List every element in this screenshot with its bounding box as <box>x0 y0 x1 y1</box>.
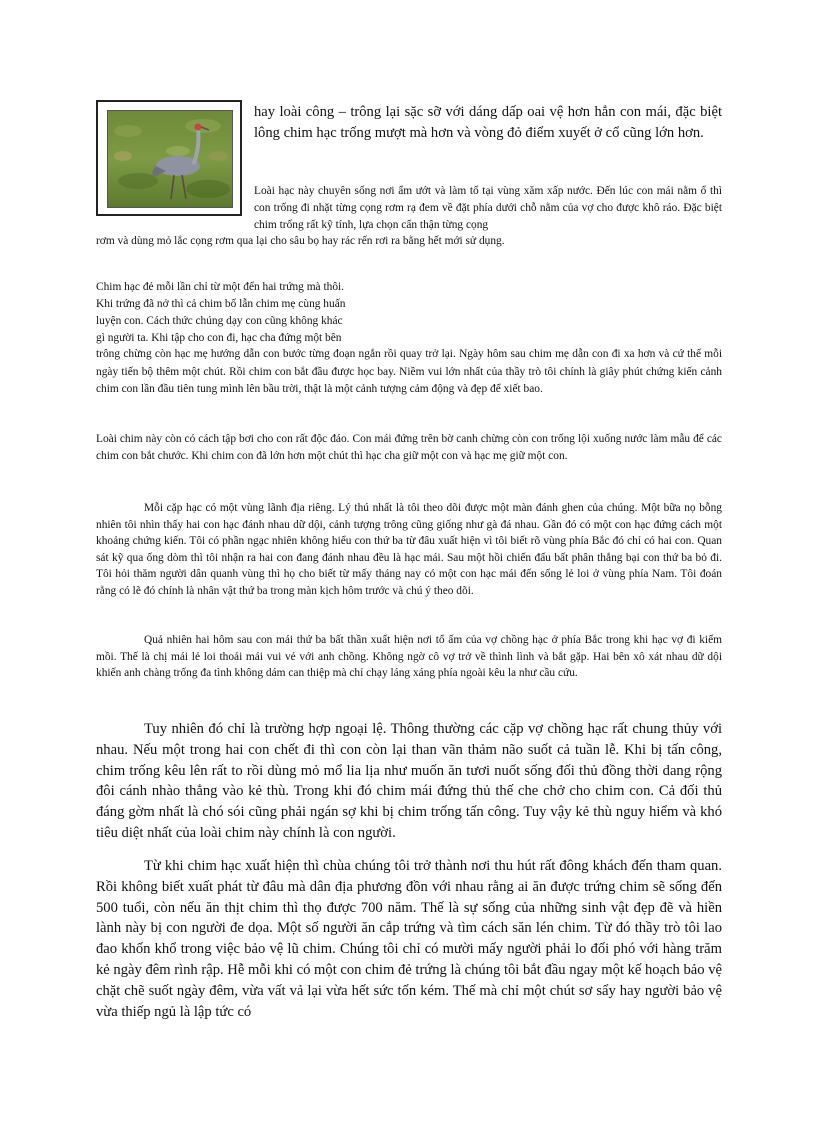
eggs-paragraph-rest: trông chừng còn hạc mẹ hướng dẫn con bước từng đoạn ngắn rồi quay trở lại. Ngày hôm sau chim mẹ dẫn con đi xa hơn và cứ thế mỗi ngày tiến bộ thêm một chút. Rồi chim con bắt đầu được học bay. Niềm vui lớn nhất của thầy trò tôi chính là giây phút chứng kiến cảnh chim con lần đầu tiên tung mình lên bầu trời, thật là một cảnh tượng cảm động và đẹp để xiết bao. <box>96 348 722 395</box>
visitors-paragraph: Từ khi chim hạc xuất hiện thì chùa chúng tôi trở thành nơi thu hút rất đông khách đến tham quan. Rồi không biết xuất phát từ đâu mà dân địa phương đồn với nhau rằng ai ăn được trứng chim sẽ sống đến 500 tuổi, còn nếu ăn thịt chim thì thọ được 700 năm. Thế là sự sống của những sinh vật đẹp đẽ và hiền lành này bị con người đe dọa. Một số người ăn cắp trứng và tìm cách săn lén chim. Từ đó thầy trò tôi lao đao khốn khổ trong việc bảo vệ lũ chim. Chúng tôi chỉ có mười mấy người phải lo đối phó với hàng trăm kẻ ngày đêm rình rập. Hễ mỗi khi có một con chim đẻ trứng là chúng tôi bắt đầu ngay một kế hoạch bảo vệ chặt chẽ suốt ngày đêm, vừa vất vả lại vừa hết sức tốn kém. Thế mà chỉ một chút sơ sẩy hay người bảo vệ vừa thiếp ngủ là lập tức có <box>96 858 722 1020</box>
crane-photo-frame <box>96 100 242 216</box>
eggs-line: gì người ta. Khi tập cho con đi, hạc cha đứng một bên <box>96 332 342 344</box>
swimming-lesson-paragraph: Loài chim này còn có cách tập bơi cho con rất độc đáo. Con mái đứng trên bờ canh chừng còn con trống lội xuống nước làm mẫu để các chim con bắt chước. Khi chim con đã lớn hơn một chút thì hạc cha giữ một con và hạc mẹ giữ một con. <box>96 433 722 462</box>
eggs-line: luyện con. Cách thức chúng dạy con cũng không khác <box>96 315 343 327</box>
habitat-paragraph-tail: rơm và dùng mỏ lắc cọng rơm qua lại cho sâu bọ hay rác rến rơi ra bằng hết mới sử dụng. <box>96 235 505 247</box>
loyalty-paragraph: Tuy nhiên đó chỉ là trường hợp ngoại lệ. Thông thường các cặp vợ chồng hạc rất chung thủy với nhau. Nếu một trong hai con chết đi thì con còn lại than vãn thảm não suốt cả tuần lễ. Khi bị tấn công, chim trống kêu lên rất to rồi dùng mỏ mổ lia lịa như muốn ăn tươi nuốt sống đối thủ đồng thời dang rộng đôi cánh nhào thẳng vào kẻ thù. Trong khi đó chim mái đứng thủ thế che chở cho chim con. Cả đối thủ đáng gờm nhất là chó sói cũng phải ngán sợ khi bị chim trống tấn công. Tuy vậy kẻ thù nguy hiểm và khó tiêu diệt nhất của loài chim này chính là con người. <box>96 721 722 841</box>
eggs-line: Chim hạc đẻ mỗi lần chỉ từ một đến hai trứng mà thôi. <box>96 281 345 293</box>
eggs-paragraph-lines <box>96 279 396 347</box>
habitat-paragraph: Loài hạc này chuyên sống nơi ẩm ướt và làm tổ tại vùng xăm xấp nước. Đến lúc con mái nằm ổ thì con trống đi nhặt từng cọng rơm rạ đem về đặt phía dưới chỗ nằm của vợ cho được khô ráo. Đặc biệt chim trống rất kỹ tính, lựa chọn cẩn thận từng cọng <box>254 185 722 231</box>
territory-paragraph: Mỗi cặp hạc có một vùng lãnh địa riêng. Lý thú nhất là tôi theo dõi được một màn đánh ghen của chúng. Một bữa nọ bỗng nhiên tôi nhìn thấy hai con hạc đánh nhau dữ dội, cảnh tượng trông cũng giống như gà đá nhau. Gần đó có một con hạc đứng cách một khoảng chứng kiến. Tôi có phần ngạc nhiên không hiểu con thứ ba từ đâu xuất hiện vì tôi biết rõ vùng phía Bắc đó chỉ có hai con. Quan sát kỹ qua ống dòm thì tôi nhận ra hai con đang đánh nhau đều là hạc mái. Sau một hồi chiến đấu bất phân thắng bại con thứ ba bỏ đi. Tôi hỏi thăm người dân quanh vùng thì họ cho biết từ mấy tháng nay có một con hạc mái đến sống lẻ loi ở vùng phía Nam. Tôi đoán rằng có lẽ đó chính là nhân vật thứ ba trong màn kịch hôm trước và chú ý theo dõi. <box>96 502 722 597</box>
intro-paragraph: hay loài công – trông lại sặc sỡ với dáng dấp oai vệ hơn hẳn con mái, đặc biệt lông chim hạc trống mượt mà hơn và vòng đỏ điểm xuyết ở cổ cũng lớn hơn. <box>254 104 722 141</box>
crane-photo <box>107 110 233 208</box>
eggs-line: Khi trứng đã nở thì cả chim bố lẫn chim mẹ cùng huấn <box>96 298 346 310</box>
crane-photo-icon <box>108 111 232 207</box>
return-paragraph: Quả nhiên hai hôm sau con mái thứ ba bất thần xuất hiện nơi tổ ấm của vợ chồng hạc ở phía Bắc trong khi hạc vợ đi kiếm mồi. Thế là chị mái lẻ loi thoải mái vui vẻ với anh chồng. Không ngờ cô vợ trở về thình lình và bắt gặp. Hai bên xô xát nhau dữ dội khiến anh chàng trống đa tình không dám can thiệp mà chỉ chạy láng xáng phía ngoài kêu la như cầu cứu. <box>96 634 722 679</box>
